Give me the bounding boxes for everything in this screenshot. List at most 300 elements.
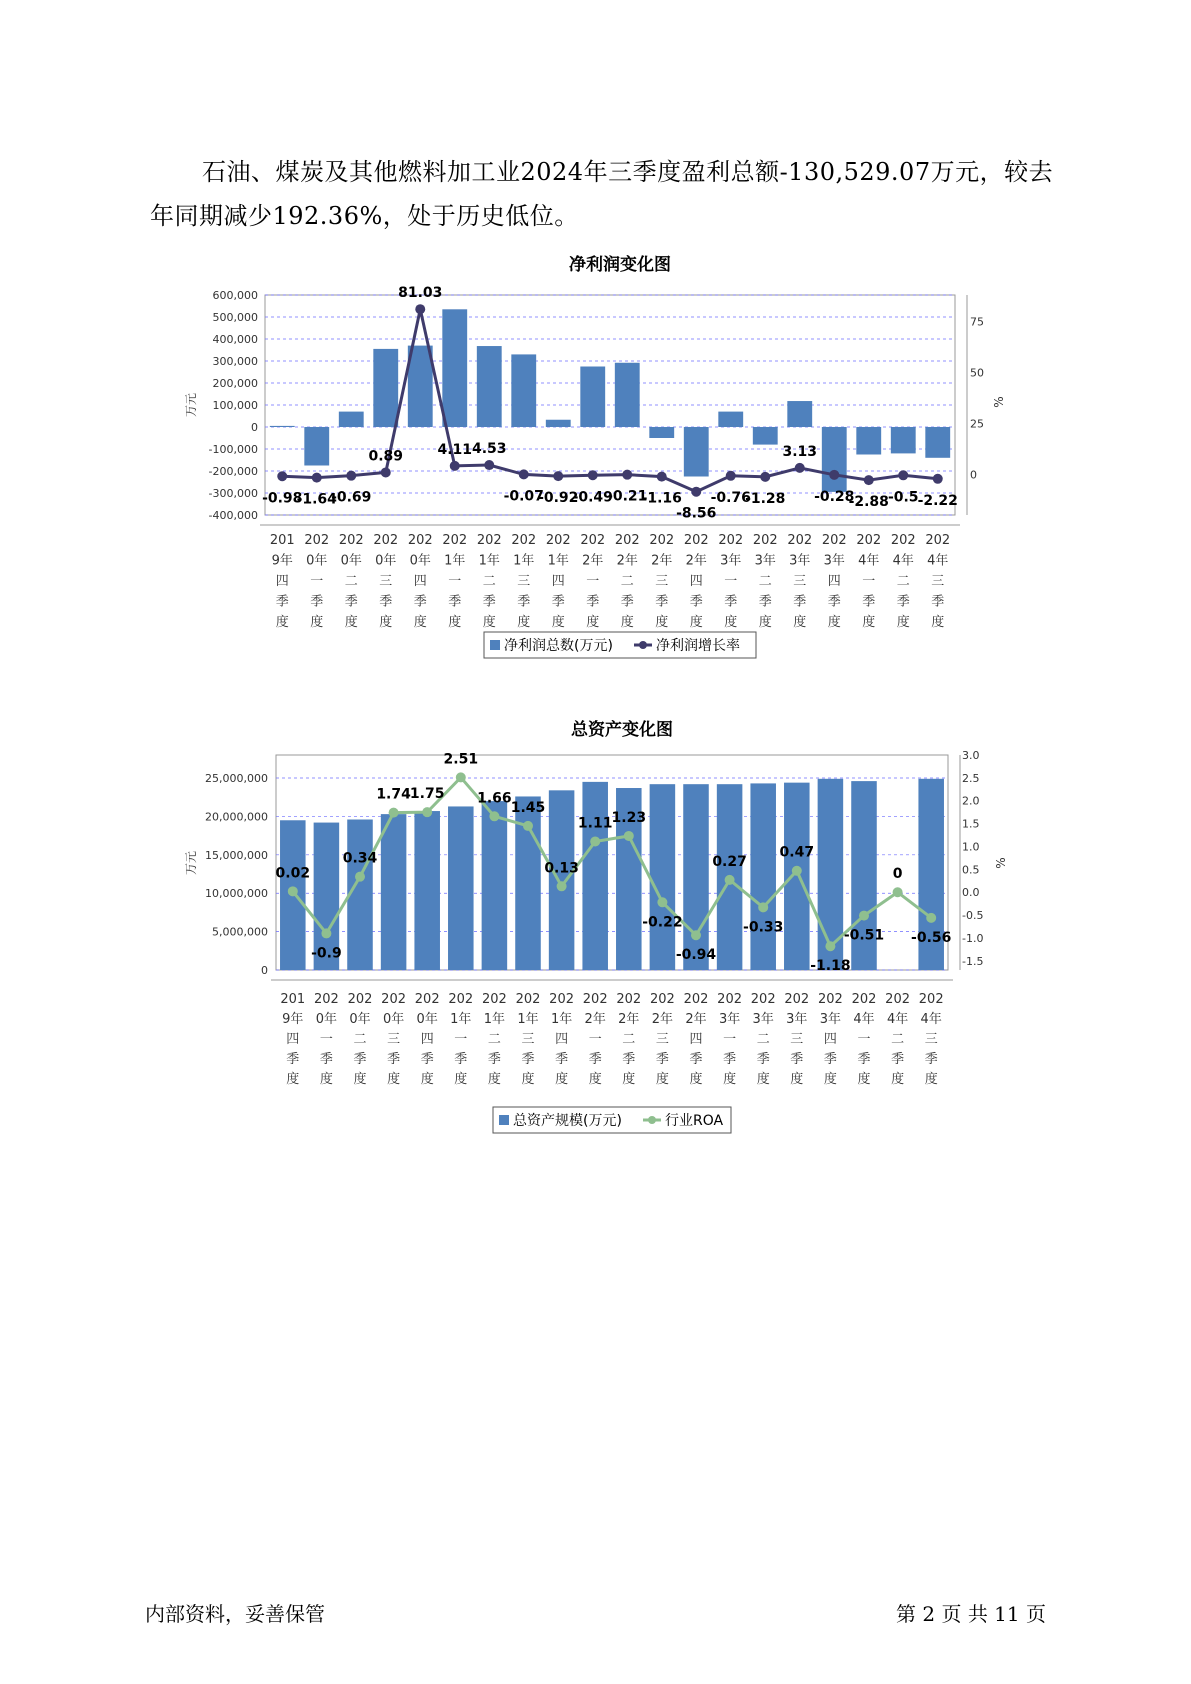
x-tick-label: 季: [620, 594, 634, 610]
data-label: -0.9: [311, 945, 342, 962]
x-tick-label: 1年: [547, 553, 569, 569]
y2-tick-label: -1.5: [962, 954, 984, 968]
bar: [442, 309, 467, 427]
x-tick-label: 季: [413, 594, 427, 610]
x-tick-label: 1年: [550, 1012, 573, 1027]
y2-tick-label: 25: [970, 417, 984, 431]
data-label: 1.45: [510, 799, 546, 816]
x-tick-label: 季: [793, 594, 807, 610]
x-tick-label: 202: [373, 533, 399, 548]
x-tick-label: 度: [521, 1072, 535, 1087]
x-tick-label: 度: [620, 615, 634, 630]
x-tick-label: 202: [448, 992, 474, 1007]
x-tick-label: 三: [793, 574, 807, 589]
y-tick-label: 20,000,000: [205, 810, 268, 824]
series-point: [657, 472, 667, 482]
x-tick-label: 202: [476, 533, 502, 548]
x-tick-label: 4年: [892, 553, 914, 569]
x-tick-label: 9年: [271, 553, 293, 569]
bar: [580, 367, 605, 428]
x-tick-label: 202: [582, 992, 608, 1007]
x-tick-label: 202: [925, 533, 951, 548]
x-tick-label: 3年: [720, 553, 742, 569]
x-tick-label: 202: [304, 533, 330, 548]
series-point: [450, 461, 460, 471]
x-tick-label: 2年: [584, 1012, 606, 1027]
x-tick-label: 202: [750, 992, 776, 1007]
data-label: -0.94: [675, 947, 717, 964]
footer-page-number: 第 2 页 共 11 页: [896, 1602, 1046, 1626]
x-tick-label: 四: [551, 574, 565, 589]
x-tick-label: 度: [622, 1072, 636, 1087]
series-point: [590, 836, 600, 846]
x-tick-label: 202: [347, 992, 373, 1007]
x-tick-label: 季: [790, 1052, 804, 1067]
x-tick-label: 一: [862, 574, 876, 589]
y2-tick-label: 0: [970, 468, 977, 482]
data-label: -1.16: [641, 490, 682, 507]
x-tick-label: 202: [683, 533, 709, 548]
data-label: -0.21: [607, 488, 648, 505]
x-tick-label: 三: [931, 574, 945, 589]
body-paragraph: 石油、煤炭及其他燃料加工业2024年三季度盈利总额-130,529.07万元，较去年同期减少192.36%，处于历史低位。: [150, 158, 1054, 230]
y-tick-label: 10,000,000: [205, 887, 268, 901]
x-tick-label: 0年: [315, 1012, 338, 1027]
y-axis-label: 万元: [184, 392, 198, 418]
x-tick-label: 四: [555, 1032, 569, 1047]
x-tick-label: 度: [517, 615, 531, 630]
x-tick-label: 度: [448, 615, 462, 630]
x-tick-label: 2年: [685, 1012, 707, 1027]
x-tick-label: 三: [387, 1032, 401, 1047]
x-tick-label: 一: [588, 1032, 602, 1047]
x-tick-label: 季: [586, 594, 600, 610]
x-tick-label: 季: [310, 594, 324, 610]
x-tick-label: 3年: [752, 1012, 774, 1027]
x-tick-label: 2年: [582, 553, 604, 569]
x-tick-label: 季: [588, 1052, 602, 1067]
series-point: [312, 473, 322, 483]
data-label: 0.89: [368, 448, 404, 465]
bar: [856, 427, 881, 455]
x-tick-label: 202: [787, 533, 813, 548]
x-tick-label: 度: [413, 615, 427, 630]
x-tick-label: 度: [827, 615, 841, 630]
x-tick-label: 季: [521, 1052, 535, 1067]
bar: [482, 801, 508, 970]
x-tick-label: 度: [420, 1072, 434, 1087]
x-tick-label: 度: [555, 1072, 569, 1087]
bar: [408, 346, 433, 427]
x-tick-label: 202: [414, 992, 440, 1007]
x-tick-label: 季: [857, 1052, 871, 1067]
x-tick-label: 一: [319, 1032, 333, 1047]
x-tick-label: 季: [353, 1052, 367, 1067]
x-tick-label: 3年: [819, 1012, 842, 1027]
x-tick-label: 202: [511, 533, 537, 548]
data-label: 1.66: [477, 790, 512, 807]
bar: [448, 806, 474, 970]
x-tick-label: 度: [387, 1072, 401, 1087]
bar: [822, 427, 847, 492]
y2-tick-label: 2.5: [962, 771, 980, 785]
x-tick-label: 202: [821, 533, 847, 548]
series-point: [933, 474, 943, 484]
x-tick-label: 3年: [789, 553, 811, 569]
x-tick-label: 202: [856, 533, 882, 548]
series-point: [557, 881, 567, 891]
y-axis-label: 万元: [184, 850, 198, 876]
legend: [484, 632, 756, 658]
x-tick-label: 202: [918, 992, 944, 1007]
x-tick-label: 1年: [483, 1012, 506, 1027]
series-point: [657, 897, 667, 907]
series-point: [864, 475, 874, 485]
series-point: [859, 911, 869, 921]
x-tick-label: 季: [622, 1052, 636, 1067]
x-tick-label: 202: [817, 992, 843, 1007]
x-tick-label: 202: [515, 992, 541, 1007]
total-assets-chart-svg: [0, 715, 1191, 1195]
x-tick-label: 二: [344, 574, 358, 589]
x-tick-label: 9年: [282, 1012, 304, 1027]
x-tick-label: 三: [924, 1032, 938, 1047]
x-tick-label: 二: [896, 574, 910, 589]
x-tick-label: 2年: [618, 1012, 640, 1027]
bar: [649, 427, 674, 438]
x-tick-label: 度: [379, 615, 393, 630]
x-tick-label: 季: [551, 594, 565, 610]
x-tick-label: 202: [549, 992, 575, 1007]
x-tick-label: 度: [724, 615, 738, 630]
y2-tick-label: -1.0: [962, 931, 984, 945]
x-tick-label: 季: [517, 594, 531, 610]
series-point: [825, 941, 835, 951]
x-tick-label: 度: [689, 615, 703, 630]
data-label: 0.34: [342, 850, 378, 867]
bar: [787, 401, 812, 427]
y-tick-label: 400,000: [212, 333, 258, 346]
x-tick-label: 四: [420, 1032, 434, 1047]
x-tick-label: 4年: [920, 1012, 942, 1027]
data-label: -0.51: [843, 927, 885, 944]
x-tick-label: 度: [275, 615, 289, 630]
x-tick-label: 季: [689, 594, 703, 610]
y-tick-label: 200,000: [212, 377, 258, 390]
series-point: [277, 471, 287, 481]
y2-tick-label: 3.0: [962, 749, 980, 762]
y-tick-label: 25,000,000: [205, 772, 268, 786]
x-tick-label: 度: [487, 1072, 501, 1087]
series-point: [484, 460, 494, 470]
bar: [925, 427, 950, 458]
data-label: -8.56: [676, 505, 717, 522]
series-point: [898, 470, 908, 480]
data-label: 2.51: [443, 751, 479, 768]
data-label: 1.75: [409, 786, 445, 803]
x-tick-label: 二: [891, 1032, 905, 1047]
x-tick-label: 度: [586, 615, 600, 630]
bar: [718, 412, 743, 427]
y-tick-label: -400,000: [208, 509, 258, 522]
data-label: 1.23: [611, 809, 647, 826]
data-label: -1.28: [745, 490, 786, 507]
x-tick-label: 202: [481, 992, 507, 1007]
x-tick-label: 四: [827, 574, 841, 589]
y-tick-label: -300,000: [208, 487, 258, 500]
x-tick-label: 季: [723, 1052, 737, 1067]
x-tick-label: 202: [683, 992, 709, 1007]
x-tick-label: 三: [790, 1032, 804, 1047]
series-point: [926, 913, 936, 923]
series-point: [893, 887, 903, 897]
bar: [784, 783, 810, 970]
data-label: 0.27: [712, 853, 747, 870]
x-tick-label: 度: [924, 1072, 938, 1087]
x-tick-label: 季: [482, 594, 496, 610]
x-tick-label: 0年: [375, 553, 397, 569]
x-tick-label: 二: [353, 1032, 367, 1047]
series-point: [381, 467, 391, 477]
x-tick-label: 季: [454, 1052, 468, 1067]
data-label: -1.64: [296, 491, 337, 508]
y2-tick-label: 0.0: [962, 886, 980, 900]
x-tick-label: 季: [487, 1052, 501, 1067]
footer-confidential: 内部资料，妥善保管: [145, 1602, 325, 1626]
x-tick-label: 4年: [927, 553, 949, 569]
x-tick-label: 季: [689, 1052, 703, 1067]
legend-bar-swatch: [499, 1115, 509, 1125]
x-tick-label: 3年: [718, 1012, 741, 1027]
y-tick-label: -200,000: [208, 465, 258, 478]
bar: [347, 820, 373, 971]
bar: [650, 784, 676, 970]
x-tick-label: 三: [517, 574, 531, 589]
x-tick-label: 度: [857, 1072, 871, 1087]
data-label: 0.47: [779, 844, 815, 861]
x-tick-label: 2年: [685, 553, 707, 569]
data-label: -0.33: [743, 919, 784, 936]
series-point: [795, 463, 805, 473]
x-tick-label: 度: [793, 615, 807, 630]
x-tick-label: 度: [286, 1072, 300, 1087]
x-tick-label: 三: [655, 574, 669, 589]
x-tick-label: 度: [891, 1072, 905, 1087]
x-tick-label: 度: [588, 1072, 602, 1087]
legend-line-marker: [648, 1116, 656, 1124]
series-point: [588, 470, 598, 480]
series-point: [553, 471, 563, 481]
data-label: -0.56: [911, 929, 952, 946]
series-point: [355, 872, 365, 882]
x-tick-label: 0年: [340, 553, 362, 569]
x-tick-label: 1年: [513, 553, 535, 569]
x-tick-label: 度: [823, 1072, 837, 1087]
x-tick-label: 一: [723, 1032, 737, 1047]
y-tick-label: 600,000: [212, 289, 258, 302]
x-tick-label: 季: [448, 594, 462, 610]
bar: [373, 349, 398, 427]
x-tick-label: 一: [586, 574, 600, 589]
x-tick-label: 度: [319, 1072, 333, 1087]
x-tick-label: 一: [724, 574, 738, 589]
data-label: 1.74: [376, 786, 411, 803]
x-tick-label: 202: [718, 533, 744, 548]
net-profit-chart: [0, 250, 1191, 720]
data-label: -0.69: [331, 489, 372, 506]
series-point: [829, 470, 839, 480]
y2-tick-label: 50: [970, 366, 984, 380]
x-tick-label: 季: [924, 1052, 938, 1067]
data-label: -2.22: [917, 492, 958, 509]
x-tick-label: 201: [280, 992, 306, 1007]
x-tick-label: 一: [448, 574, 462, 589]
data-label: -0.28: [814, 488, 855, 505]
x-tick-label: 季: [724, 594, 738, 610]
x-tick-label: 三: [521, 1032, 535, 1047]
x-tick-label: 二: [758, 574, 772, 589]
bar: [683, 784, 709, 970]
y2-tick-label: 0.5: [962, 863, 980, 877]
data-label: 4.11: [437, 441, 473, 458]
legend-line-label: 行业ROA: [665, 1113, 724, 1129]
x-tick-label: 二: [487, 1032, 501, 1047]
data-label: -0.07: [503, 488, 544, 505]
x-tick-label: 3年: [823, 553, 845, 569]
x-tick-label: 202: [407, 533, 433, 548]
x-tick-label: 0年: [409, 553, 431, 569]
bar: [582, 782, 608, 970]
y-tick-label: 0: [261, 964, 268, 977]
series-point: [624, 831, 634, 841]
x-tick-label: 二: [622, 1032, 636, 1047]
series-point: [760, 472, 770, 482]
x-tick-label: 度: [862, 615, 876, 630]
x-tick-label: 1年: [450, 1012, 472, 1027]
x-tick-label: 度: [758, 615, 772, 630]
bar: [684, 427, 709, 477]
y-tick-label: 0: [251, 421, 258, 434]
data-label: 1.11: [577, 815, 613, 832]
x-tick-label: 季: [344, 594, 358, 610]
x-tick-label: 季: [891, 1052, 905, 1067]
x-tick-label: 202: [381, 992, 407, 1007]
x-tick-label: 四: [286, 1032, 300, 1047]
x-tick-label: 202: [580, 533, 606, 548]
y-tick-label: -100,000: [208, 443, 258, 456]
series-point: [321, 928, 331, 938]
series-point: [288, 886, 298, 896]
x-tick-label: 度: [551, 615, 565, 630]
x-tick-label: 3年: [786, 1012, 808, 1027]
legend-line-marker: [639, 641, 647, 649]
y-tick-label: 5,000,000: [212, 925, 268, 939]
bar: [615, 363, 640, 427]
legend: [493, 1107, 731, 1133]
x-tick-label: 度: [723, 1072, 737, 1087]
data-label: -0.5: [887, 489, 919, 506]
data-label: 4.53: [471, 441, 507, 458]
x-tick-label: 4年: [858, 553, 880, 569]
legend-bar-swatch: [490, 640, 500, 650]
bar: [414, 811, 440, 970]
x-tick-label: 度: [353, 1072, 367, 1087]
x-tick-label: 季: [823, 1052, 837, 1067]
x-tick-label: 四: [689, 1032, 703, 1047]
x-tick-label: 0年: [416, 1012, 438, 1027]
series-point: [758, 902, 768, 912]
x-tick-label: 1年: [478, 553, 500, 569]
series-point: [726, 471, 736, 481]
x-tick-label: 4年: [853, 1012, 875, 1027]
series-point: [691, 930, 701, 940]
series-point: [389, 808, 399, 818]
y-tick-label: 500,000: [212, 311, 258, 324]
x-tick-label: 二: [482, 574, 496, 589]
series-point: [792, 866, 802, 876]
y-tick-label: 100,000: [212, 399, 258, 412]
x-tick-label: 三: [655, 1032, 669, 1047]
x-tick-label: 202: [649, 992, 675, 1007]
data-label: -0.76: [710, 489, 751, 506]
x-tick-label: 3年: [754, 553, 776, 569]
x-tick-label: 度: [344, 615, 358, 630]
y2-axis-label: %: [994, 857, 1008, 869]
x-tick-label: 201: [269, 533, 295, 548]
bar: [339, 412, 364, 427]
x-tick-label: 度: [482, 615, 496, 630]
x-tick-label: 季: [420, 1052, 434, 1067]
x-tick-label: 四: [413, 574, 427, 589]
bar: [546, 420, 571, 427]
data-label: 0.13: [544, 860, 579, 877]
x-tick-label: 度: [655, 615, 669, 630]
x-tick-label: 202: [545, 533, 571, 548]
x-tick-label: 度: [689, 1072, 703, 1087]
x-tick-label: 202: [616, 992, 642, 1007]
x-tick-label: 度: [790, 1072, 804, 1087]
x-tick-label: 季: [387, 1052, 401, 1067]
data-label: -1.18: [810, 958, 851, 975]
x-tick-label: 一: [454, 1032, 468, 1047]
x-tick-label: 度: [454, 1072, 468, 1087]
bar: [753, 427, 778, 445]
data-label: -0.49: [572, 489, 613, 506]
chart-title: 总资产变化图: [571, 720, 673, 740]
data-label: -0.92: [538, 490, 579, 507]
x-tick-label: 一: [310, 574, 324, 589]
series-point: [523, 821, 533, 831]
x-tick-label: 季: [655, 1052, 669, 1067]
x-tick-label: 四: [275, 574, 289, 589]
x-tick-label: 202: [885, 992, 911, 1007]
series-point: [415, 304, 425, 314]
data-label: 81.03: [398, 285, 443, 302]
x-tick-label: 202: [614, 533, 640, 548]
data-label: 3.13: [782, 443, 818, 460]
x-tick-label: 202: [649, 533, 675, 548]
x-tick-label: 季: [275, 594, 289, 610]
x-tick-label: 度: [310, 615, 324, 630]
total-assets-chart: [0, 715, 1191, 1195]
y2-tick-label: 75: [970, 315, 984, 329]
legend-bar-label: 净利润总数(万元): [504, 638, 613, 654]
x-tick-label: 度: [931, 615, 945, 630]
x-tick-label: 1年: [444, 553, 466, 569]
x-tick-label: 三: [379, 574, 393, 589]
x-tick-label: 202: [313, 992, 339, 1007]
series-point: [456, 772, 466, 782]
